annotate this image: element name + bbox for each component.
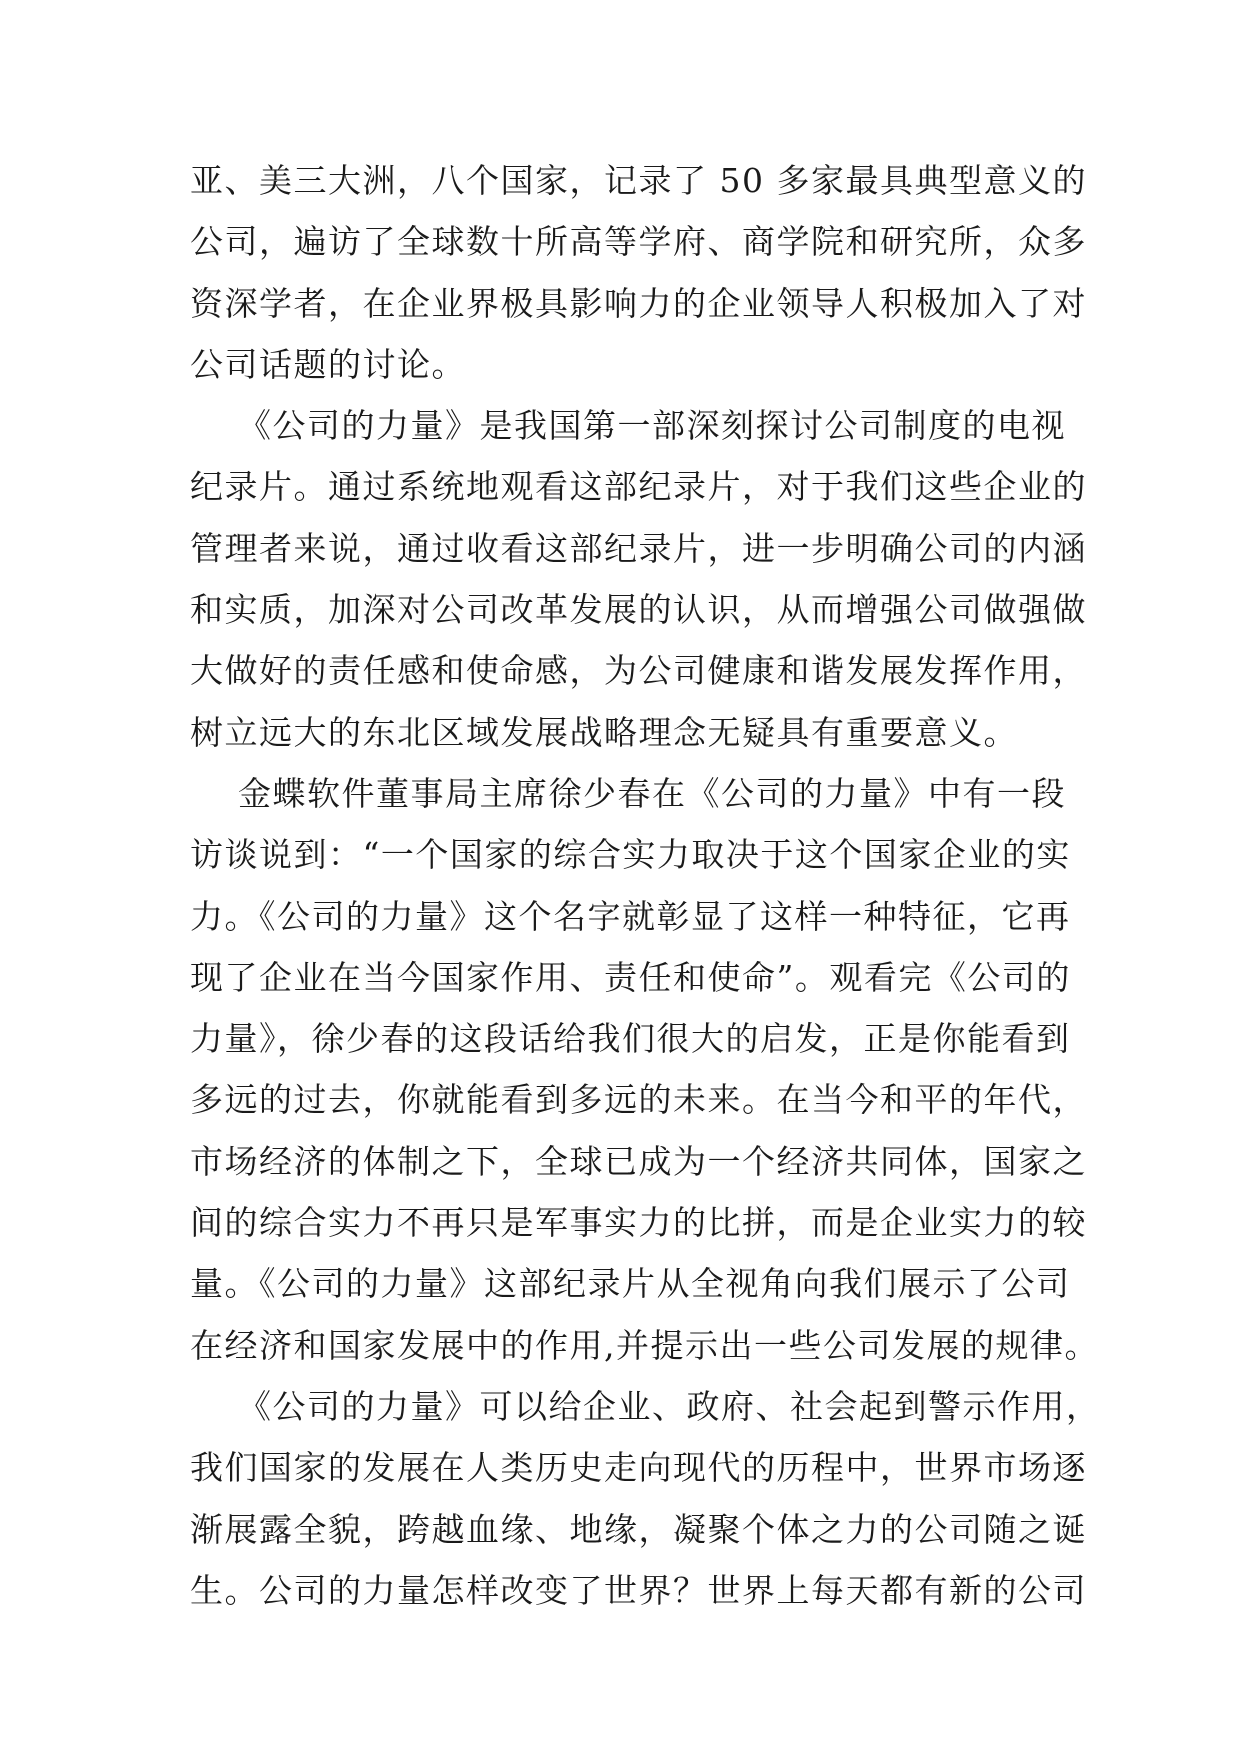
text-line: 我们国家的发展在人类历史走向现代的历程中，世界市场逐 xyxy=(190,1448,1087,1488)
text-line: 市场经济的体制之下，全球已成为一个经济共同体，国家之 xyxy=(190,1141,1087,1181)
text-line: 现了企业在当今国家作用、责任和使命”。观看完《公司的 xyxy=(190,957,1071,997)
body-text xyxy=(190,150,1101,1621)
text-line: 纪录片。通过系统地观看这部纪录片，对于我们这些企业的 xyxy=(190,467,1087,507)
text-line: 多远的过去，你就能看到多远的未来。在当今和平的年代， xyxy=(190,1080,1087,1120)
text-line: 访谈说到：“一个国家的综合实力取决于这个国家企业的实 xyxy=(190,835,1071,875)
text-line: 在经济和国家发展中的作用,并提示出一些公司发展的规律。 xyxy=(190,1325,1099,1365)
text-line: 力量》，徐少春的这段话给我们很大的启发，正是你能看到 xyxy=(190,1019,1071,1059)
text-line: 亚、美三大洲，八个国家，记录了 50 多家最具典型意义的 xyxy=(190,161,1087,200)
text-line: 生。公司的力量怎样改变了世界？世界上每天都有新的公司 xyxy=(190,1570,1087,1610)
text-line: 管理者来说，通过收看这部纪录片，进一步明确公司的内涵 xyxy=(190,528,1087,568)
text-line: 渐展露全貌，跨越血缘、地缘，凝聚个体之力的公司随之诞 xyxy=(190,1509,1087,1549)
text-line: 力。《公司的力量》这个名字就彰显了这样一种特征，它再 xyxy=(190,896,1071,936)
text-line: 量。《公司的力量》这部纪录片从全视角向我们展示了公司 xyxy=(190,1264,1071,1304)
text-line: 公司，遍访了全球数十所高等学府、商学院和研究所，众多 xyxy=(190,222,1087,262)
text-line: 树立远大的东北区域发展战略理念无疑具有重要意义。 xyxy=(190,712,1018,752)
text-line: 和实质，加深对公司改革发展的认识，从而增强公司做强做 xyxy=(190,590,1087,630)
text-line: 公司话题的讨论。 xyxy=(190,344,466,384)
text-line: 《公司的力量》可以给企业、政府、社会起到警示作用， xyxy=(190,1386,1101,1426)
text-line: 资深学者，在企业界极具影响力的企业领导人积极加入了对 xyxy=(190,283,1087,323)
text-line: 金蝶软件董事局主席徐少春在《公司的力量》中有一段 xyxy=(190,773,1066,813)
text-line: 间的综合实力不再只是军事实力的比拼，而是企业实力的较 xyxy=(190,1203,1087,1243)
text-line: 大做好的责任感和使命感，为公司健康和谐发展发挥作用， xyxy=(190,651,1087,691)
text-line: 《公司的力量》是我国第一部深刻探讨公司制度的电视 xyxy=(190,406,1066,446)
